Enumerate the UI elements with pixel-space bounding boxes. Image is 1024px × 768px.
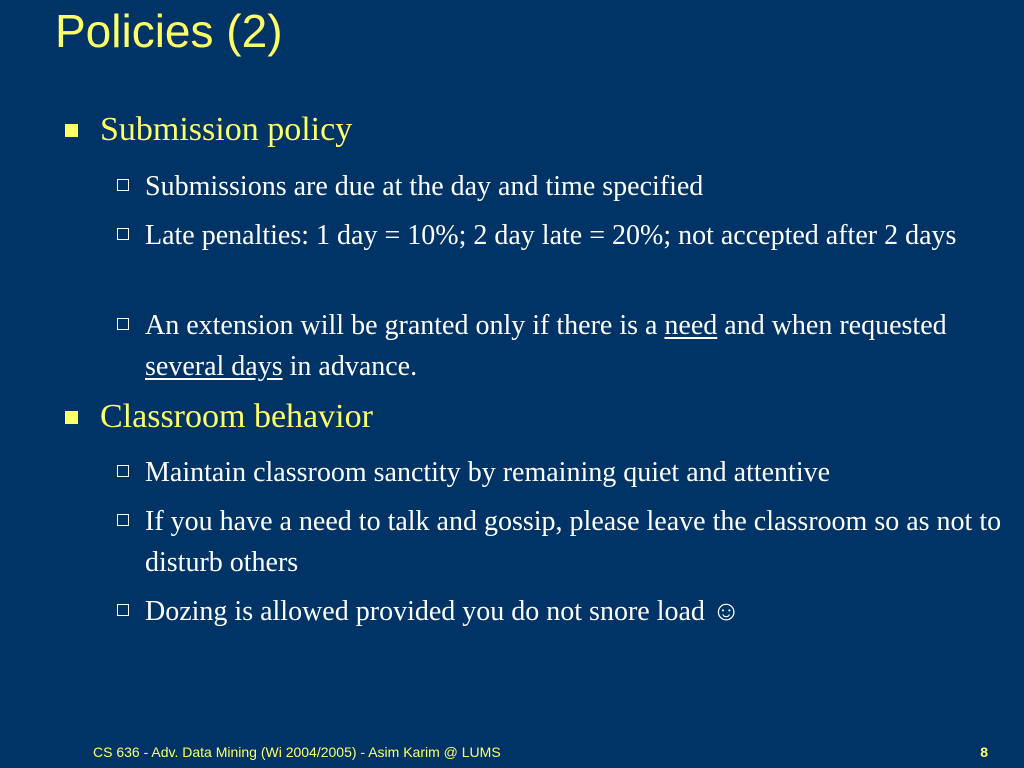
underlined-several-days: several days (145, 351, 283, 382)
square-bullet-icon (65, 411, 78, 424)
list-item-text: Late penalties: 1 day = 10%; 2 day late = 20%; not accepted after 2 days (145, 220, 957, 251)
square-bullet-icon (65, 124, 78, 137)
list-item (145, 591, 1005, 632)
list-item-text: Maintain classroom sanctity by remaining quiet and attentive (145, 457, 831, 488)
list-item (145, 166, 1005, 207)
section-submission-policy (100, 110, 352, 151)
hollow-square-bullet-icon (117, 604, 129, 616)
smiley-icon: ☺ (711, 596, 741, 627)
list-item-text: Submissions are due at the day and time specified (145, 171, 704, 202)
list-item (145, 501, 1005, 583)
hollow-square-bullet-icon (117, 514, 129, 526)
underlined-need: need (664, 310, 718, 341)
page-number: 8 (980, 744, 988, 760)
hollow-square-bullet-icon (117, 228, 129, 240)
footer-course-info: CS 636 - Adv. Data Mining (Wi 2004/2005) - Asim Karim @ LUMS (93, 744, 501, 760)
section-classroom-behavior (100, 397, 373, 438)
hollow-square-bullet-icon (117, 318, 129, 330)
section-heading: Classroom behavior (100, 398, 373, 435)
list-item-text: If you have a need to talk and gossip, please leave the classroom so as not to disturb others (145, 506, 1002, 578)
section-heading: Submission policy (100, 111, 353, 148)
list-item-text-part2: and when requested (717, 310, 947, 341)
list-item (145, 215, 1005, 256)
slide-title: Policies (2) (55, 5, 283, 57)
list-item (145, 305, 1005, 387)
list-item-text-part1: An extension will be granted only if there is a (145, 310, 665, 341)
list-item (145, 452, 1005, 493)
list-item-text-part3: in advance. (282, 351, 418, 382)
list-item-text: Dozing is allowed provided you do not snore load (145, 596, 705, 627)
hollow-square-bullet-icon (117, 179, 129, 191)
hollow-square-bullet-icon (117, 465, 129, 477)
